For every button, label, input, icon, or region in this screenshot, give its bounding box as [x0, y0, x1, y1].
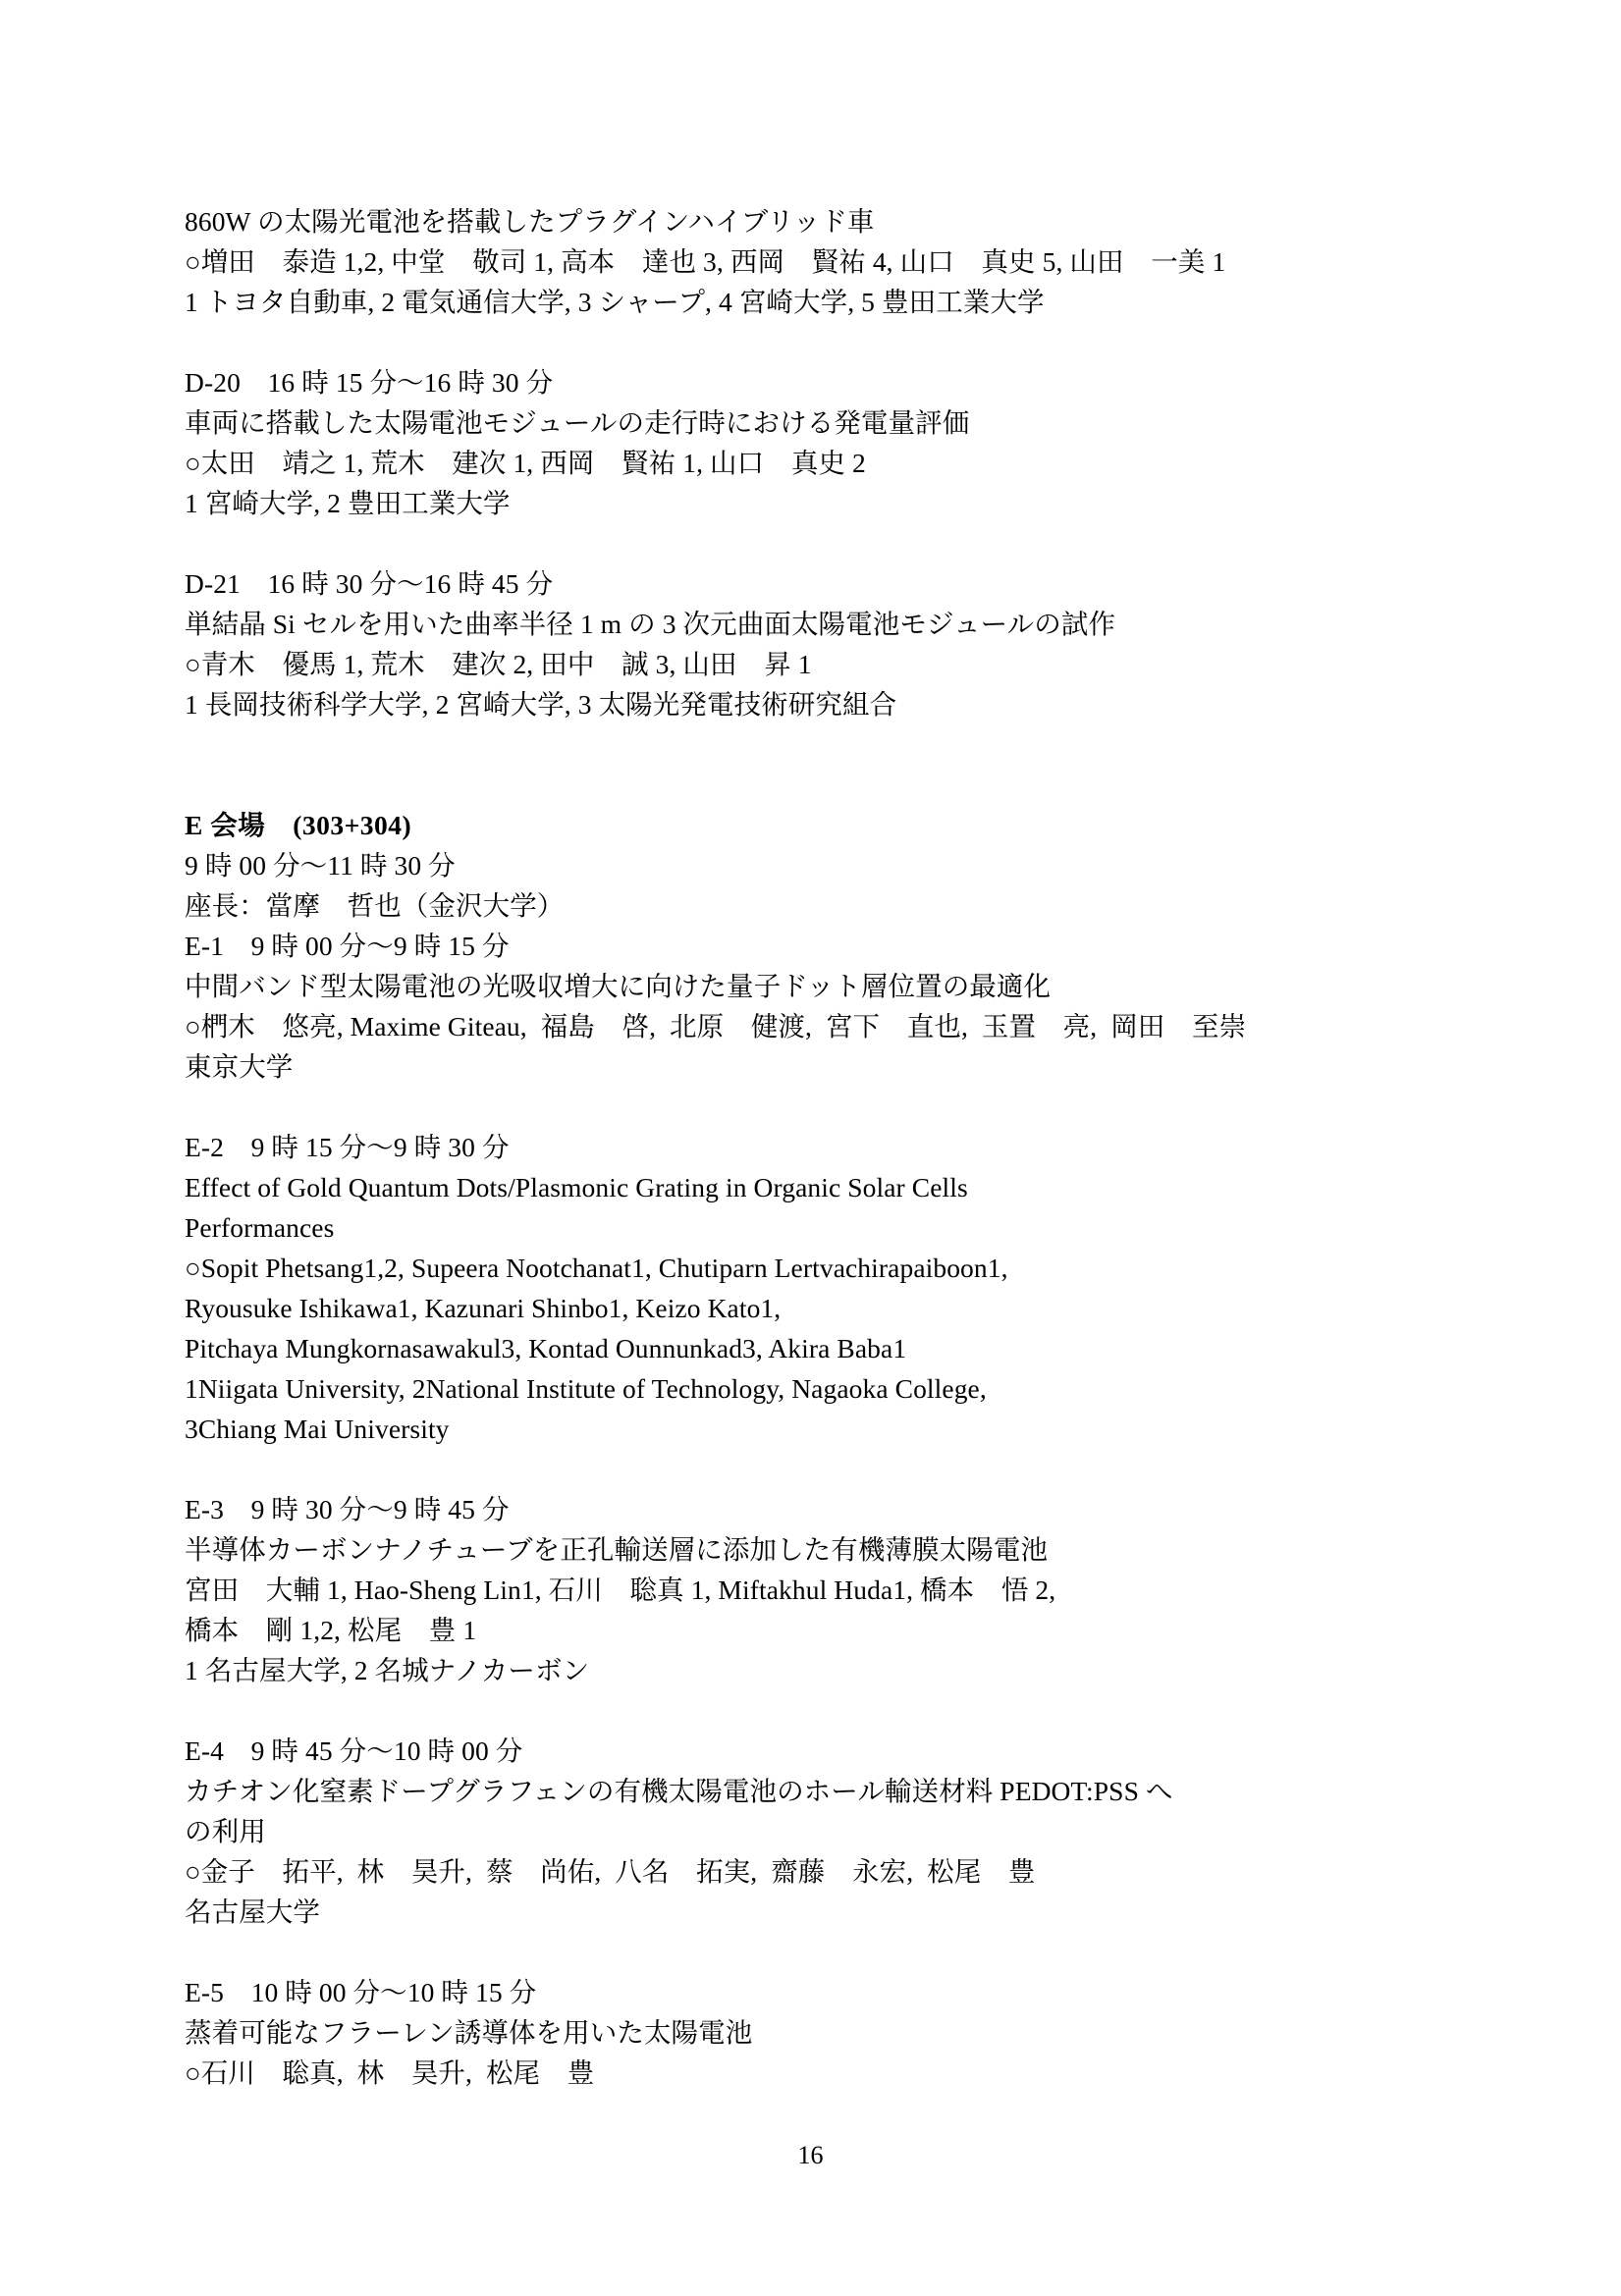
talk-affiliations: 東京大学 — [185, 1051, 294, 1082]
spacer — [185, 322, 1439, 362]
talk-code-time: E-2 9 時 15 分〜9 時 30 分 — [185, 1132, 510, 1162]
talk-code-time: D-21 16 時 30 分〜16 時 45 分 — [185, 568, 554, 599]
venue-heading: E 会場 (303+304) — [185, 810, 412, 840]
talk-code-time: E-1 9 時 00 分〜9 時 15 分 — [185, 931, 510, 961]
talk-title: カチオン化窒素ドープグラフェンの有機太陽電池のホール輸送材料 PEDOT:PSS へ — [185, 1776, 1173, 1806]
session-e4 — [185, 1731, 1439, 1932]
talk-title-continued: Performances — [185, 1212, 335, 1243]
spacer — [185, 1449, 1439, 1489]
venue-chair: 座長：當摩 哲也（金沢大学） — [185, 890, 565, 921]
session-d20 — [185, 362, 1439, 523]
talk-affiliations: 名古屋大学 — [185, 1896, 320, 1927]
talk-authors: ○Sopit Phetsang1,2, Supeera Nootchanat1, Chutiparn Lertvachirapaiboon1, — [185, 1253, 1008, 1283]
talk-affiliations-continued: 3Chiang Mai University — [185, 1414, 450, 1444]
page-number: 16 — [797, 2141, 824, 2169]
spacer — [185, 1087, 1439, 1127]
talk-title: 860W の太陽光電池を搭載したプラグインハイブリッド車 — [185, 206, 875, 237]
talk-affiliations: 1Niigata University, 2National Institute of Technology, Nagaoka College, — [185, 1373, 987, 1404]
talk-affiliations: 1 宮崎大学, 2 豊田工業大学 — [185, 488, 511, 518]
talk-title: 中間バンド型太陽電池の光吸収増大に向けた量子ドット層位置の最適化 — [185, 971, 1052, 1001]
talk-authors: ○増田 泰造 1,2, 中堂 敬司 1, 高本 達也 3, 西岡 賢祐 4, 山口 真史 5, 山田 一美 1 — [185, 246, 1226, 277]
talk-authors-continued: Ryousuke Ishikawa1, Kazunari Shinbo1, Keizo Kato1, — [185, 1293, 782, 1323]
talk-affiliations: 1 名古屋大学, 2 名城ナノカーボン — [185, 1655, 590, 1685]
talk-code-time: E-4 9 時 45 分〜10 時 00 分 — [185, 1735, 523, 1766]
talk-code-time: D-20 16 時 15 分〜16 時 30 分 — [185, 367, 554, 398]
spacer — [185, 523, 1439, 563]
session-d21 — [185, 563, 1439, 724]
talk-authors: ○椚木 悠亮, Maxime Giteau, 福島 啓, 北原 健渡, 宮下 直也, 玉置 亮, 岡田 至崇 — [185, 1011, 1247, 1041]
talk-title: 蒸着可能なフラーレン誘導体を用いた太陽電池 — [185, 2017, 753, 2048]
spacer — [185, 1690, 1439, 1731]
talk-title: 半導体カーボンナノチューブを正孔輸送層に添加した有機薄膜太陽電池 — [185, 1534, 1049, 1565]
talk-authors-continued-2: Pitchaya Mungkornasawakul3, Kontad Ounnunkad3, Akira Baba1 — [185, 1333, 907, 1363]
talk-title-continued: の利用 — [185, 1816, 266, 1846]
talk-code-time: E-5 10 時 00 分〜10 時 15 分 — [185, 1977, 537, 2007]
talk-authors-continued: 橋本 剛 1,2, 松尾 豊 1 — [185, 1615, 477, 1645]
talk-affiliations: 1 トヨタ自動車, 2 電気通信大学, 3 シャープ, 4 宮崎大学, 5 豊田工業大学 — [185, 287, 1045, 317]
spacer — [185, 724, 1439, 805]
session-e3 — [185, 1489, 1439, 1690]
spacer — [185, 1932, 1439, 1972]
talk-authors: ○石川 聡真, 林 昊升, 松尾 豊 — [185, 2057, 595, 2088]
talk-code-time: E-3 9 時 30 分〜9 時 45 分 — [185, 1494, 510, 1524]
session-e2 — [185, 1127, 1439, 1449]
venue-section-e — [185, 805, 1439, 1087]
session-e5 — [185, 1972, 1439, 2093]
talk-authors: ○金子 拓平, 林 昊升, 蔡 尚佑, 八名 拓実, 齋藤 永宏, 松尾 豊 — [185, 1856, 1036, 1887]
talk-title: 車両に搭載した太陽電池モジュールの走行時における発電量評価 — [185, 407, 970, 438]
talk-authors: ○青木 優馬 1, 荒木 建次 2, 田中 誠 3, 山田 昇 1 — [185, 649, 812, 679]
talk-title: 単結晶 Si セルを用いた曲率半径 1 m の 3 次元曲面太陽電池モジュールの試作 — [185, 609, 1116, 639]
talk-authors: 宮田 大輔 1, Hao-Sheng Lin1, 石川 聡真 1, Miftakhul Huda1, 橋本 悟 2, — [185, 1575, 1056, 1605]
venue-time-range: 9 時 00 分〜11 時 30 分 — [185, 850, 456, 881]
session-d19-continued — [185, 201, 1439, 322]
talk-affiliations: 1 長岡技術科学大学, 2 宮崎大学, 3 太陽光発電技術研究組合 — [185, 689, 897, 720]
talk-authors: ○太田 靖之 1, 荒木 建次 1, 西岡 賢祐 1, 山口 真史 2 — [185, 448, 866, 478]
talk-title: Effect of Gold Quantum Dots/Plasmonic Grating in Organic Solar Cells — [185, 1172, 968, 1202]
